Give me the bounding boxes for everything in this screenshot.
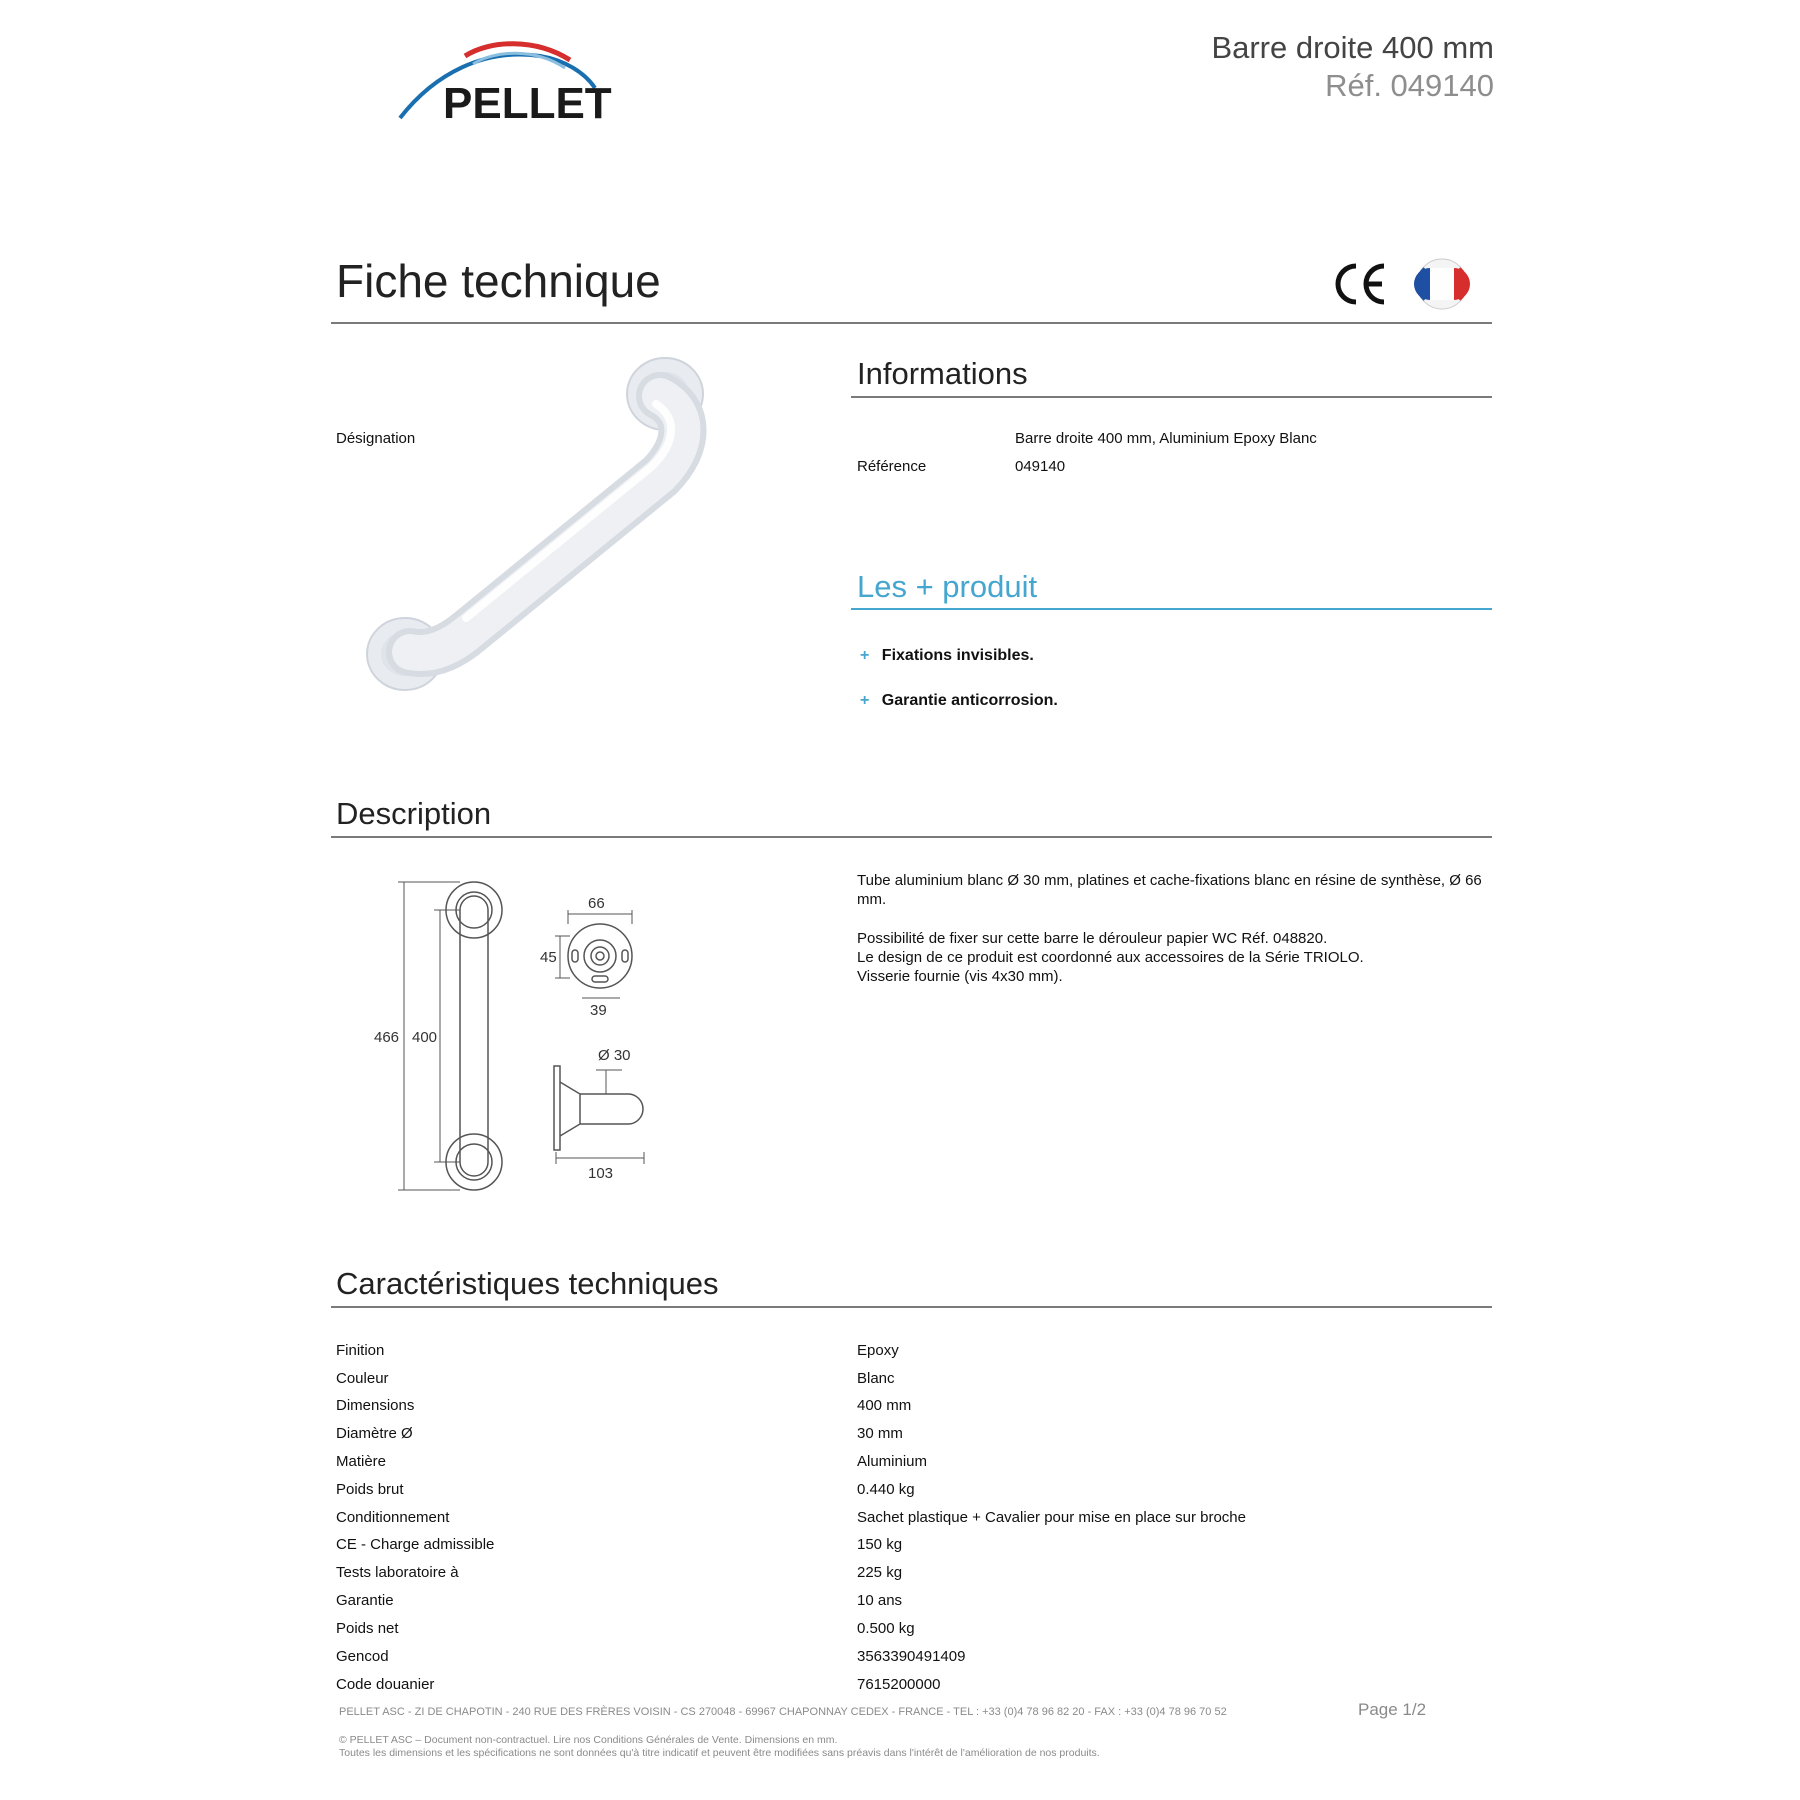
spec-value: 3563390491409: [857, 1648, 966, 1665]
spec-label: Tests laboratoire à: [336, 1564, 459, 1581]
description-line: Le design de ce produit est coordonné aux accessoires de la Série TRIOLO.: [857, 949, 1364, 966]
spec-label: Diamètre Ø: [336, 1425, 413, 1442]
description-title: Description: [336, 796, 492, 831]
spec-value: 150 kg: [857, 1536, 903, 1553]
spec-value: 30 mm: [857, 1425, 903, 1442]
footer-legal: © PELLET ASC – Document non-contractuel. Lire nos Conditions Générales de Vente. Dimensions en mm.: [339, 1734, 838, 1746]
spec-value: 0.500 kg: [857, 1620, 915, 1637]
specs-title: Caractéristiques techniques: [336, 1266, 719, 1301]
dim-plate-width: 66: [588, 895, 605, 912]
svg-text:CE: CE: [1330, 258, 1332, 259]
footer-address: PELLET ASC - ZI DE CHAPOTIN - 240 RUE DES FRÈRES VOISIN - CS 270048 - 69967 CHAPONNAY CEDEX - FRANCE - TEL : +33 (0)4 78 96 82 20 - FAX : +33 (0)4 78 96 70 52: [339, 1706, 1227, 1718]
spec-value: 0.440 kg: [857, 1481, 915, 1498]
informations-divider: [851, 396, 1492, 398]
spec-label: Garantie: [336, 1592, 394, 1609]
footer-legal: Toutes les dimensions et les spécifications ne sont données qu'à titre indicatif et peuvent être modifiées sans préavis dans l'intérêt de l'amélioration de nos produits.: [339, 1747, 1100, 1759]
spec-label: Dimensions: [336, 1397, 415, 1414]
benefit-text: Garantie anticorrosion.: [881, 692, 1058, 709]
spec-label: Conditionnement: [336, 1509, 450, 1526]
brand-logo: [395, 38, 645, 128]
ce-mark-icon: [1330, 258, 1384, 302]
spec-value: 400 mm: [857, 1397, 912, 1414]
spec-value: 7615200000: [857, 1676, 941, 1693]
spec-label: Gencod: [336, 1648, 389, 1665]
description-line: Visserie fournie (vis 4x30 mm).: [857, 968, 1063, 985]
benefit-item: [860, 647, 1034, 665]
page-number: Page 1/2: [1358, 1700, 1427, 1719]
header-product-title: Barre droite 400 mm: [1211, 30, 1494, 65]
info-value: Barre droite 400 mm, Aluminium Epoxy Blanc: [1015, 430, 1317, 447]
benefit-text: Fixations invisibles.: [881, 647, 1034, 664]
spec-label: Finition: [336, 1342, 385, 1359]
dim-screw-spacing: 39: [590, 1002, 607, 1019]
informations-title: Informations: [857, 356, 1028, 391]
dim-tube-diameter: Ø 30: [598, 1047, 631, 1064]
spec-value: Aluminium: [857, 1453, 928, 1470]
spec-label: Code douanier: [336, 1676, 435, 1693]
spec-label: Matière: [336, 1453, 387, 1470]
dim-total-length: 466: [374, 1029, 400, 1046]
specs-divider: [331, 1306, 1492, 1308]
plus-icon: +: [860, 692, 870, 709]
benefits-title: Les + produit: [857, 569, 1038, 604]
benefit-item: [860, 692, 1058, 710]
made-in-france-icon: [1414, 259, 1470, 309]
info-label: Référence: [857, 458, 927, 475]
spec-value: 225 kg: [857, 1564, 903, 1581]
spec-label: CE - Charge admissible: [336, 1536, 495, 1553]
plate-top-view: [568, 924, 632, 988]
product-photo: [360, 356, 710, 701]
dim-projection: 103: [588, 1165, 614, 1182]
spec-label: Poids net: [336, 1620, 399, 1637]
description-divider: [331, 836, 1492, 838]
dim-plate-height: 45: [540, 949, 557, 966]
spec-value: Sachet plastique + Cavalier pour mise en place sur broche: [857, 1509, 1246, 1526]
spec-value: Blanc: [857, 1370, 895, 1387]
certification-badges: [1330, 258, 1470, 310]
benefits-divider: [851, 608, 1492, 610]
spec-value: 10 ans: [857, 1592, 903, 1609]
description-paragraph: Tube aluminium blanc Ø 30 mm, platines et cache-fixations blanc en résine de synthèse, Ø 66 mm.: [857, 872, 1482, 908]
info-value: 049140: [1015, 458, 1066, 475]
logo-text: PELLET: [443, 79, 612, 128]
page-title: Fiche technique: [336, 255, 661, 307]
spec-label: Poids brut: [336, 1481, 404, 1498]
title-divider: [331, 322, 1492, 324]
bar-front-view: [446, 882, 502, 1190]
dim-center-length: 400: [412, 1029, 438, 1046]
info-label: Désignation: [336, 430, 416, 447]
plus-icon: +: [860, 647, 870, 664]
spec-label: Couleur: [336, 1370, 389, 1387]
bar-side-view: [554, 1066, 643, 1150]
spec-value: Epoxy: [857, 1342, 899, 1359]
dimension-drawing: [360, 870, 670, 1200]
header-product-ref: Réf. 049140: [1325, 68, 1494, 103]
description-line: Possibilité de fixer sur cette barre le dérouleur papier WC Réf. 048820.: [857, 930, 1328, 947]
